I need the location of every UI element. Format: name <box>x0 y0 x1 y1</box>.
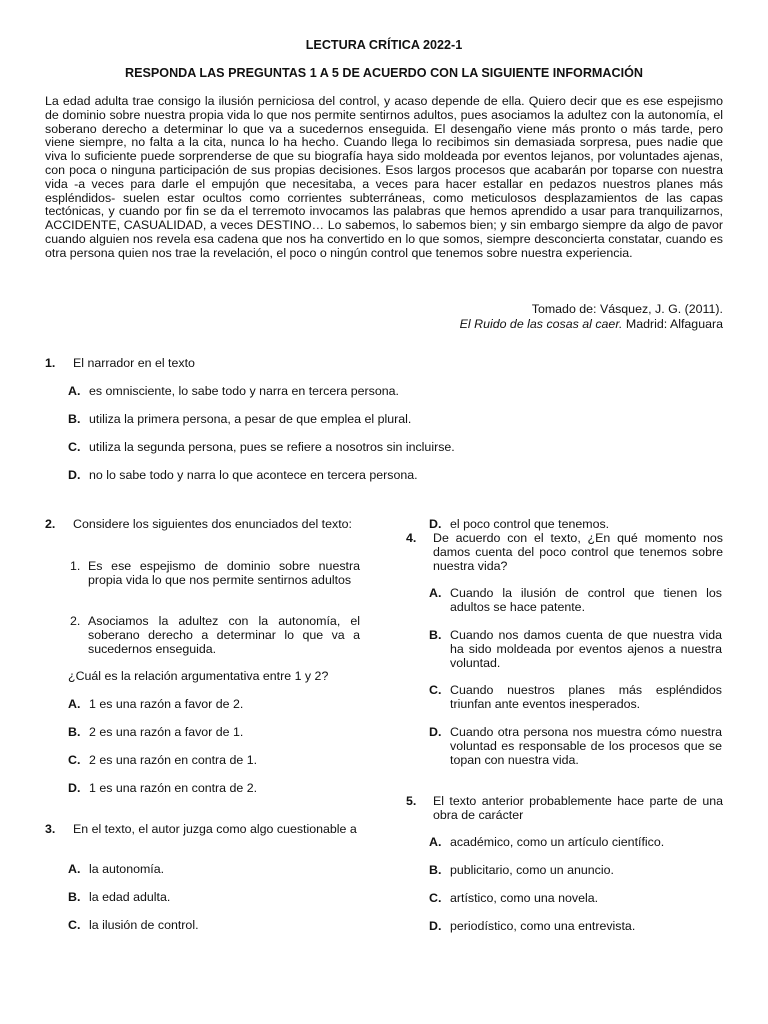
option-letter: A. <box>68 697 81 711</box>
option-text: la autonomía. <box>89 862 165 876</box>
option-text: Cuando nos damos cuenta de que nuestra vida ha sido moldeada por eventos ajenos a nuestra voluntad. <box>450 628 722 670</box>
statement-number: 1. <box>70 559 81 573</box>
question-text: El narrador en el texto <box>73 356 195 370</box>
option-letter: D. <box>429 517 442 531</box>
question-text: El texto anterior probablemente hace parte de una obra de carácter <box>433 794 723 822</box>
option-letter: B. <box>68 412 81 426</box>
statement-text: Es ese espejismo de dominio sobre nuestra propia vida lo que nos permite sentirnos adultos <box>88 559 360 587</box>
source-line: Tomado de: Vásquez, J. G. (2011). <box>531 302 723 316</box>
book-title: El Ruido de las cosas al caer. <box>459 316 623 331</box>
page-title: LECTURA CRÍTICA 2022-1 <box>305 38 463 52</box>
option-letter: A. <box>68 384 81 398</box>
option-text: no lo sabe todo y narra lo que acontece en tercera persona. <box>89 468 418 482</box>
reading-passage: La edad adulta trae consigo la ilusión perniciosa del control, y acaso depende de ella. Quiero decir que es ese espejismo de dominio sobre nuestra propia vida lo que nos permite sentirnos adultos, pues asociamos la adultez con la autonomía, el soberano derecho a determinar lo que va a sucedernos enseguida. El desengaño viene más pronto o más tarde, pero viene siempre, no falta a la cita, nunca lo ha hecho. Cuando llega lo recibimos sin demasiada sorpresa, pues nadie que viva lo suficiente puede sorprenderse de que su biografía haya sido moldeada por eventos lejanos, por voluntades ajenas, con poca o ninguna participación de sus propias decisiones. Esos largos procesos que acabarán por toparse con nuestra vida -a veces para darle el empujón que necesitaba, a veces para hacer estallar en pedazos nuestros planes más espléndidos- suelen estar ocultos como corrientes subterráneas, como meticulosos desplazamientos de las capas tectónicas, y cuando por fin se da el terremoto invocamos las palabras que hemos aprendido a usar para tranquilizarnos, ACCIDENTE, CASUALIDAD, a veces DESTINO… Lo sabemos, lo sabemos bien; y sin embargo siempre da algo de pavor cuando alguien nos revela esa cadena que nos ha convertido en lo que somos, siempre desconcierta constatar, cuando es otra persona quien nos trae la revelación, el poco o ningún control que tenemos sobre nuestra experiencia. <box>45 94 723 260</box>
option-text: 2 es una razón a favor de 1. <box>89 725 244 739</box>
option-text: artístico, como una novela. <box>450 891 599 905</box>
question-number: 5. <box>406 794 417 808</box>
question-text: Considere los siguientes dos enunciados del texto: <box>73 517 352 531</box>
question-prompt: ¿Cuál es la relación argumentativa entre 1 y 2? <box>68 669 329 683</box>
option-text: 1 es una razón a favor de 2. <box>89 697 244 711</box>
option-letter: A. <box>429 835 442 849</box>
question-3 <box>45 823 365 938</box>
question-1 <box>45 357 725 487</box>
option-text: periodístico, como una entrevista. <box>450 919 636 933</box>
question-4 <box>406 532 726 772</box>
option-text: la edad adulta. <box>89 890 171 904</box>
option-letter: D. <box>429 725 442 739</box>
statement-text: Asociamos la adultez con la autonomía, el soberano derecho a determinar lo que va a sucedernos enseguida. <box>88 614 360 656</box>
option-letter: D. <box>429 919 442 933</box>
question-text: En el texto, el autor juzga como algo cuestionable a <box>73 822 357 836</box>
option-letter: C. <box>429 683 442 697</box>
option-letter: C. <box>68 918 81 932</box>
question-text: De acuerdo con el texto, ¿En qué momento nos damos cuenta del poco control que tenemos sobre nuestra vida? <box>433 531 723 573</box>
option-text: utiliza la segunda persona, pues se refiere a nosotros sin incluirse. <box>89 440 455 454</box>
statement-1 <box>70 560 362 602</box>
option-letter: B. <box>429 863 442 877</box>
instructions: RESPONDA LAS PREGUNTAS 1 A 5 DE ACUERDO CON LA SIGUIENTE INFORMACIÓN <box>124 66 643 80</box>
option-text: Cuando nuestros planes más espléndidos triunfan ante eventos inesperados. <box>450 683 722 711</box>
option-letter: C. <box>68 440 81 454</box>
question-number: 3. <box>45 822 56 836</box>
source-citation <box>300 302 723 331</box>
option-text: publicitario, como un anuncio. <box>450 863 614 877</box>
option-text: utiliza la primera persona, a pesar de que emplea el plural. <box>89 412 412 426</box>
statement-2 <box>70 615 362 657</box>
question-number: 1. <box>45 356 56 370</box>
publisher: Madrid: Alfaguara <box>622 316 723 331</box>
option-letter: A. <box>68 862 81 876</box>
question-2 <box>45 518 365 803</box>
option-letter: A. <box>429 586 442 600</box>
question-number: 2. <box>45 517 56 531</box>
option-text: Cuando otra persona nos muestra cómo nuestra voluntad es responsable de los procesos que se topan con nuestra vida. <box>450 725 722 767</box>
option-letter: B. <box>68 890 81 904</box>
question-5 <box>406 795 726 935</box>
option-text: Cuando la ilusión de control que tienen los adultos se hace patente. <box>450 586 722 614</box>
option-text: es omnisciente, lo sabe todo y narra en tercera persona. <box>89 384 399 398</box>
option-text: la ilusión de control. <box>89 918 199 932</box>
option-text: académico, como un artículo científico. <box>450 835 665 849</box>
option-letter: B. <box>429 628 442 642</box>
question-number: 4. <box>406 531 417 545</box>
option-letter: B. <box>68 725 81 739</box>
option-letter: C. <box>68 753 81 767</box>
option-text: el poco control que tenemos. <box>450 517 610 531</box>
option-text: 1 es una razón en contra de 2. <box>89 781 258 795</box>
option-letter: C. <box>429 891 442 905</box>
source-book-line <box>300 317 723 332</box>
statement-number: 2. <box>70 614 81 628</box>
option-letter: D. <box>68 781 81 795</box>
option-letter: D. <box>68 468 81 482</box>
option-text: 2 es una razón en contra de 1. <box>89 753 258 767</box>
